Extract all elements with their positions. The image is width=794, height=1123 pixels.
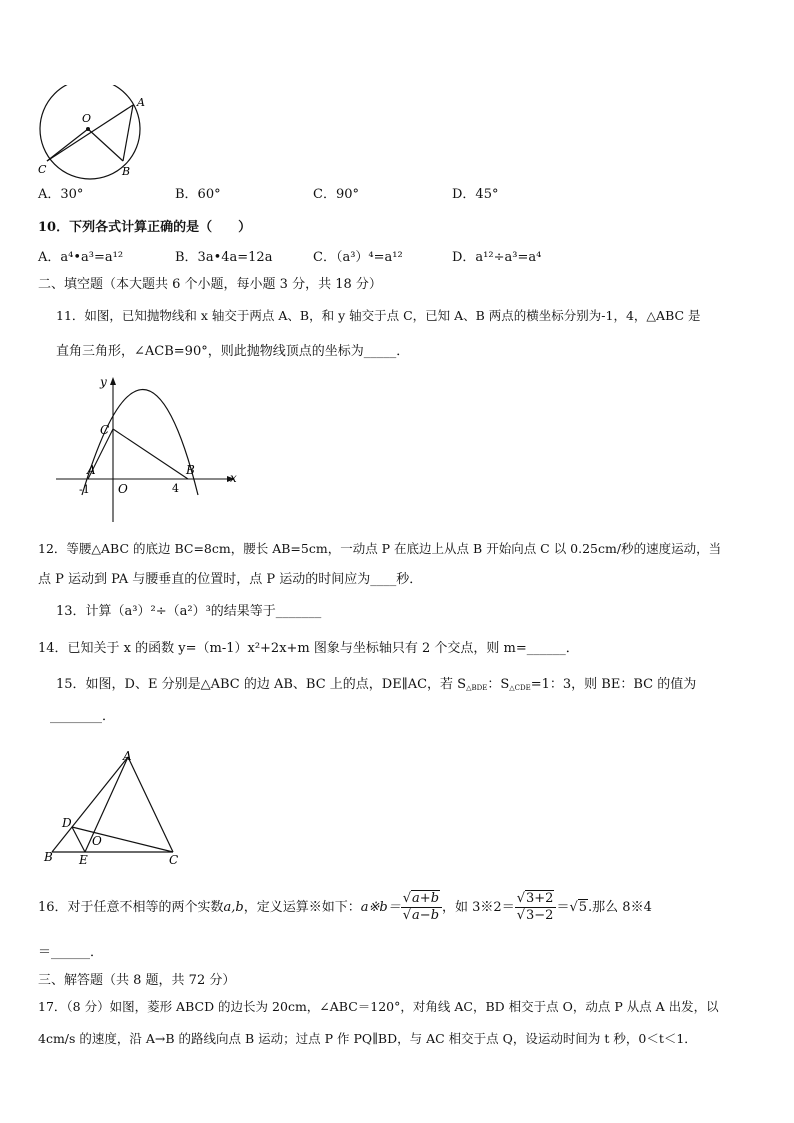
q12-line1: 12．等腰△ABC 的底边 BC=8cm，腰长 AB=5cm，一动点 P 在底边上从点 B 开始向点 C 以 0.25cm/秒的速度运动，当 [38,541,722,556]
label-O: O [82,112,92,125]
segment-AC [128,757,173,852]
y-axis-arrow-icon [110,377,116,385]
label-A: A [137,96,145,109]
q16-mid: ，定义运算※如下： [243,900,361,915]
segment-CB [113,429,188,479]
segment-OC [47,129,88,161]
q15-triangle-figure [40,748,190,866]
q17-line2: 4cm/s 的速度，沿 A→B 的路线向点 B 运动；过点 P 作 PQ∥BD，与 AC 相交于点 Q，设运动时间为 t 秒，0＜t＜1． [38,1031,697,1046]
q11-line2: 直角三角形，∠ACB=90°，则此抛物线顶点的坐标为_____． [56,344,410,359]
center-point [86,127,90,131]
segment-AB [123,105,133,161]
q16-num1: a+b [412,891,440,906]
section-3-heading: 三、解答题（共 8 题，共 72 分） [38,973,236,988]
segment-DE [72,827,85,852]
label-4: 4 [172,482,179,495]
q10-option-a: A．a⁴•a³=a¹² [38,250,124,265]
label-E: E [79,853,88,866]
q16-line2: ＝______． [38,945,104,960]
q15-sub-bde: △BDE [466,684,488,692]
q16-suffix: .那么 8※4 [588,900,652,915]
label-y: y [100,375,107,389]
q10-option-b: B．3a•4a=12a [175,250,273,265]
q9-option-b: B．60° [175,187,221,202]
q16-fraction-example: $\frac{√3+2}{√3-2}$ [515,891,557,924]
q14-text: 14．已知关于 x 的函数 y=（m-1）x²+2x+m 图象与坐标轴只有 2 个交点，则 m=______． [38,641,579,656]
q15-mid: ：S [487,677,510,692]
q9-circle-figure [30,85,160,185]
q9-option-c: C．90° [313,187,359,202]
q16-prefix: 16．对于任意不相等的两个实数 [38,900,224,915]
q10-option-c: C．（a³）⁴=a¹² [313,250,403,265]
q16-vars: a,b [223,900,244,915]
q16-example-prefix: ，如 3※2＝ [442,900,515,915]
q11-parabola-figure [52,372,242,524]
q15-sub-cde: △CDE [509,684,531,692]
label-B: B [186,463,195,477]
q13-text: 13．计算（a³）²÷（a²）³的结果等于_______ [56,604,322,619]
label-B: B [44,850,53,864]
label-O: O [118,482,128,496]
q15-line2: ________． [50,709,116,724]
label-C: C [100,423,110,437]
q16-eq: ＝ [556,900,570,915]
q9-option-a: A．30° [38,187,84,202]
q10-option-d: D．a¹²÷a³=a⁴ [452,250,542,265]
q16-num2: 3+2 [526,891,554,906]
q12-line2: 点 P 运动到 PA 与腰垂直的位置时，点 P 运动的时间应为____秒． [38,572,423,587]
q16-fraction-def: $\frac{√a+b}{√a-b}$ [401,891,442,924]
label-B: B [122,165,131,178]
label-C: C [38,163,47,176]
label-O: O [92,834,102,848]
label-D: D [62,816,72,830]
q15-line1 [56,676,696,697]
q16-den2: 3−2 [526,908,554,923]
q16-line1: 16．对于任意不相等的两个实数a,b，定义运算※如下：a※b＝ $\frac{√a+b}{√a-b}$ ，如 3※2＝ $\frac{√3+2}{√3-2}$ ＝√5.那么 8※4 [38,891,652,923]
q10-stem: 10．下列各式计算正确的是（ ） [38,220,252,235]
q15-prefix: 15．如图，D、E 分别是△ABC 的边 AB、BC 上的点，DE∥AC，若 S [56,677,467,692]
q16-rad: 5 [578,900,588,915]
q17-line1: 17．（8 分）如图，菱形 ABCD 的边长为 20cm，∠ABC＝120°，对角线 AC，BD 相交于点 O，动点 P 从点 A 出发，以 [38,999,719,1014]
label-C: C [169,853,179,866]
label-A: A [87,463,96,477]
label-A: A [123,749,132,763]
q11-line1: 11．如图，已知抛物线和 x 轴交于两点 A、B，和 y 轴交于点 C，已知 A、B 两点的横坐标分别为-1，4，△ABC 是 [56,308,701,323]
label-x: x [230,471,237,485]
q16-den1: a−b [412,908,440,923]
q16-op-lhs: a※b＝ [360,900,401,915]
q9-option-d: D．45° [452,187,499,202]
segment-OB [88,129,123,161]
q15-suffix: =1：3，则 BE：BC 的值为 [530,677,697,692]
label-neg1: -1 [79,483,90,496]
section-2-heading: 二、填空题（本大题共 6 个小题，每小题 3 分，共 18 分） [38,277,382,292]
